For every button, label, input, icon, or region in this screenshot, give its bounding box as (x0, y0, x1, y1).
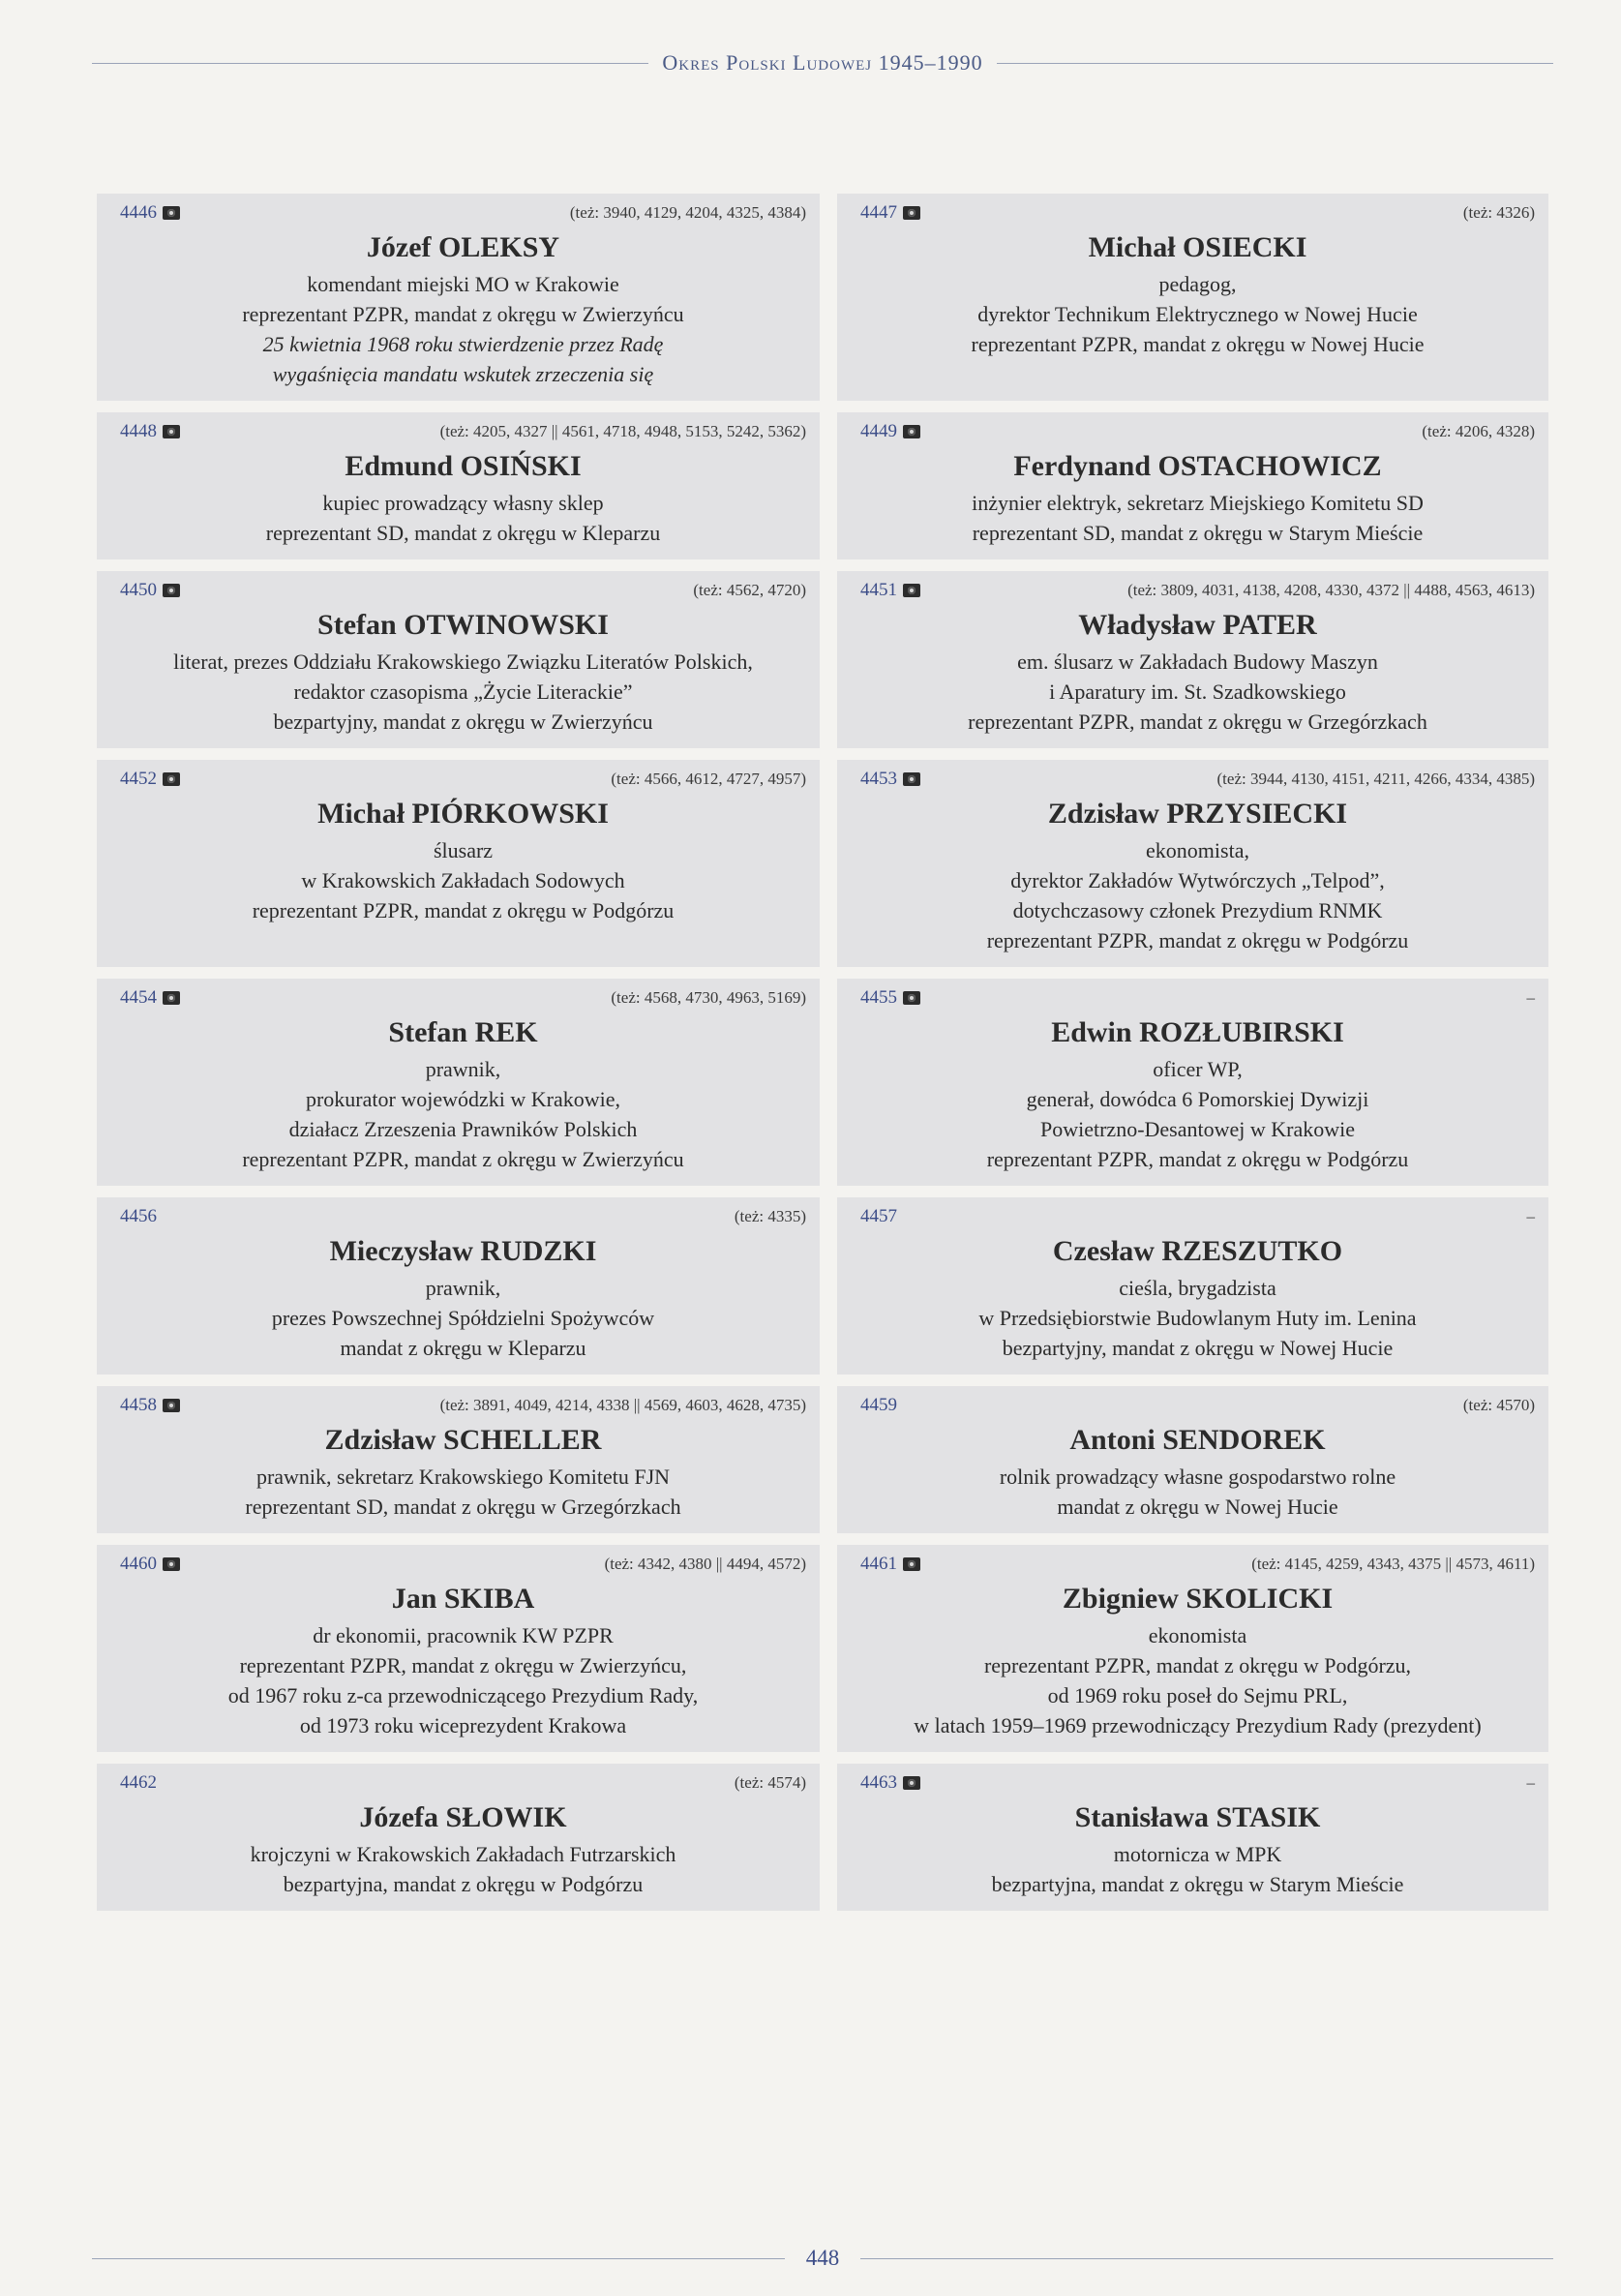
entry-description-line: reprezentant PZPR, mandat z okręgu w Zwierzyńcu (242, 302, 684, 326)
entry-name: Ferdynand OSTACHOWICZ (1013, 450, 1382, 482)
entry-card (837, 760, 1548, 967)
camera-icon (903, 1557, 920, 1571)
entry-card (97, 979, 820, 1186)
entry-name: Jan SKIBA (391, 1583, 535, 1615)
entry-name: Stanisława STASIK (1074, 1801, 1321, 1833)
entry-description-line: cieśla, brygadzista (1119, 1276, 1276, 1300)
entry-name: Józefa SŁOWIK (359, 1801, 567, 1833)
entry-number-text: 4454 (120, 987, 157, 1008)
entry-number-text: 4450 (120, 580, 157, 600)
entry-number-text: 4449 (860, 421, 897, 441)
entry-cross-reference: (też: 4205, 4327 || 4561, 4718, 4948, 5153, 5242, 5362) (439, 422, 806, 440)
entry-cross-reference: (też: 4568, 4730, 4963, 5169) (611, 988, 806, 1007)
entry-description-line: bezpartyjny, mandat z okręgu w Nowej Hucie (1002, 1336, 1394, 1360)
entry-description-line: reprezentant SD, mandat z okręgu w Starym Mieście (972, 521, 1424, 545)
camera-icon (903, 584, 920, 597)
entry-header (120, 766, 806, 793)
entry-description-line: od 1969 roku poseł do Sejmu PRL, (1047, 1683, 1348, 1707)
entry-name: Józef OLEKSY (366, 231, 560, 263)
entry-number-text: 4447 (860, 202, 897, 223)
entry-name: Stefan REK (388, 1016, 538, 1048)
entry-number-text: 4453 (860, 769, 897, 789)
entry-number-text: 4458 (120, 1395, 157, 1415)
entry-header (120, 199, 806, 227)
entry-name: Edmund OSIŃSKI (345, 450, 582, 482)
entry-number-text: 4461 (860, 1554, 897, 1574)
entry-description-line: od 1967 roku z-ca przewodniczącego Prezydium Rady, (227, 1683, 699, 1707)
entry-number (860, 1772, 920, 1794)
entry-number (120, 1206, 157, 1227)
entry-number (860, 202, 920, 224)
entry-number (120, 987, 180, 1009)
entry-description-line: kupiec prowadzący własny sklep (322, 491, 604, 515)
entry-description-line: dyrektor Zakładów Wytwórczych „Telpod”, (1010, 868, 1385, 892)
camera-icon (903, 772, 920, 786)
entry-description-line: prawnik, sekretarz Krakowskiego Komitetu FJN (255, 1465, 671, 1489)
entry-header (120, 1551, 806, 1578)
entry-number (860, 1206, 897, 1227)
entry-description-line: bezpartyjna, mandat z okręgu w Starym Mieście (991, 1872, 1404, 1896)
entry-number-text: 4452 (120, 769, 157, 789)
entry-description-line: Powietrzno-Desantowej w Krakowie (1039, 1117, 1355, 1141)
entry-name: Zdzisław SCHELLER (324, 1424, 602, 1456)
entry-description-line: dyrektor Technikum Elektrycznego w Nowej Hucie (977, 302, 1418, 326)
entry-cross-reference: (też: 3891, 4049, 4214, 4338 || 4569, 4603, 4628, 4735) (439, 1396, 806, 1414)
entry-header (120, 577, 806, 604)
entry-card (97, 1764, 820, 1911)
entry-header (860, 199, 1535, 227)
entry-header (860, 984, 1535, 1012)
entry-description-line: działacz Zrzeszenia Prawników Polskich (288, 1117, 638, 1141)
entry-number-text: 4462 (120, 1772, 157, 1793)
entry-description-line: reprezentant PZPR, mandat z okręgu w Podgórzu (986, 928, 1409, 952)
entry-cross-reference: (też: 4574) (734, 1773, 806, 1792)
entry-card (837, 1386, 1548, 1533)
entry-description-line: dr ekonomii, pracownik KW PZPR (313, 1623, 614, 1647)
entry-cross-reference: (też: 3944, 4130, 4151, 4211, 4266, 4334, 4385) (1216, 770, 1535, 788)
entry-description-line: mandat z okręgu w Nowej Hucie (1057, 1495, 1338, 1519)
entry-number (860, 1395, 897, 1416)
entry-cross-reference: (też: 4335) (734, 1207, 806, 1225)
entry-description-line: dotychczasowy członek Prezydium RNMK (1012, 898, 1383, 922)
camera-icon (163, 425, 180, 438)
entry-number (120, 1554, 180, 1575)
entry-number-text: 4456 (120, 1206, 157, 1226)
entry-cross-reference: (też: 3940, 4129, 4204, 4325, 4384) (569, 203, 806, 222)
header-rule-right (997, 63, 1553, 64)
entry-card (97, 571, 820, 748)
entry-name: Antoni SENDOREK (1069, 1424, 1326, 1456)
entry-name: Mieczysław RUDZKI (329, 1235, 597, 1267)
entry-description-line: pedagog, (1158, 272, 1237, 296)
entry-name: Michał PIÓRKOWSKI (317, 798, 609, 830)
header-title: Okres Polski Ludowej 1945–1990 (662, 50, 983, 75)
entry-card (97, 1197, 820, 1375)
entry-description-line: reprezentant PZPR, mandat z okręgu w Zwierzyńcu (242, 1147, 684, 1171)
entry-header (120, 1392, 806, 1419)
entry-name: Zbigniew SKOLICKI (1062, 1583, 1334, 1615)
entry-description-line: reprezentant PZPR, mandat z okręgu w Podgórzu (252, 898, 675, 922)
entry-card (837, 1197, 1548, 1375)
entry-description-line: ekonomista (1148, 1623, 1247, 1647)
entry-description-line: prawnik, (425, 1276, 501, 1300)
entry-description-line: reprezentant PZPR, mandat z okręgu w Podgórzu (986, 1147, 1409, 1171)
entry-number (120, 1772, 157, 1794)
entry-number-text: 4459 (860, 1395, 897, 1415)
entry-header (860, 1551, 1535, 1578)
running-header (92, 46, 1553, 79)
entry-description-line: oficer WP, (1153, 1057, 1243, 1081)
entry-description-line: reprezentant SD, mandat z okręgu w Kleparzu (265, 521, 661, 545)
entry-cross-reference: (też: 4570) (1462, 1396, 1535, 1414)
camera-icon (163, 772, 180, 786)
entry-card (97, 194, 820, 401)
entry-header (860, 766, 1535, 793)
entry-description-line: od 1973 roku wiceprezydent Krakowa (299, 1713, 627, 1737)
entry-number (120, 421, 180, 442)
footer-rule-right (860, 2258, 1553, 2259)
entry-description-line: w latach 1959–1969 przewodniczący Prezydium Rady (prezydent) (914, 1713, 1482, 1737)
entry-description-line: i Aparatury im. St. Szadkowskiego (1049, 680, 1346, 704)
entry-card (837, 1764, 1548, 1911)
camera-icon (163, 1399, 180, 1412)
entry-number-text: 4463 (860, 1772, 897, 1793)
entry-description-line: reprezentant PZPR, mandat z okręgu w Zwierzyńcu, (239, 1653, 687, 1677)
entry-number-text: 4460 (120, 1554, 157, 1574)
entry-description-line: literat, prezes Oddziału Krakowskiego Związku Literatów Polskich, (173, 650, 753, 674)
entry-description-line: bezpartyjna, mandat z okręgu w Podgórzu (283, 1872, 644, 1896)
entries-grid (97, 194, 1548, 1922)
entry-number-text: 4455 (860, 987, 897, 1008)
entry-header (860, 418, 1535, 445)
entry-description-line: em. ślusarz w Zakładach Budowy Maszyn (1017, 650, 1378, 674)
entry-description-line: krojczyni w Krakowskich Zakładach Futrzarskich (250, 1842, 676, 1866)
entry-description-line: reprezentant PZPR, mandat z okręgu w Grzegórzkach (968, 710, 1427, 734)
entry-note-line: 25 kwietnia 1968 roku stwierdzenie przez Radę (262, 332, 664, 356)
entry-name: Edwin ROZŁUBIRSKI (1051, 1016, 1344, 1048)
entry-description-line: prezes Powszechnej Spółdzielni Spożywców (271, 1306, 655, 1330)
entry-number-text: 4446 (120, 202, 157, 223)
camera-icon (163, 206, 180, 220)
entry-name: Czesław RZESZUTKO (1052, 1235, 1343, 1267)
entry-number (120, 769, 180, 790)
entry-number-text: 4451 (860, 580, 897, 600)
entry-description-line: reprezentant SD, mandat z okręgu w Grzegórzkach (245, 1495, 681, 1519)
entry-name: Stefan OTWINOWSKI (317, 609, 609, 641)
entry-cross-reference: (też: 4326) (1462, 203, 1535, 222)
entry-number (860, 769, 920, 790)
entry-description-line: prokurator wojewódzki w Krakowie, (305, 1087, 620, 1111)
entry-name: Zdzisław PRZYSIECKI (1047, 798, 1348, 830)
entry-number (120, 202, 180, 224)
entry-description-line: ekonomista, (1146, 838, 1249, 862)
camera-icon (163, 1557, 180, 1571)
entry-description-line: reprezentant PZPR, mandat z okręgu w Podgórzu, (983, 1653, 1412, 1677)
entry-description-line: rolnik prowadzący własne gospodarstwo rolne (999, 1465, 1396, 1489)
entry-header (120, 984, 806, 1012)
entry-number-text: 4448 (120, 421, 157, 441)
entry-number (860, 987, 920, 1009)
entry-description-line: prawnik, (425, 1057, 501, 1081)
entry-number (120, 580, 180, 601)
entry-description-line: motornicza w MPK (1113, 1842, 1282, 1866)
entry-cross-reference: – (1526, 1207, 1535, 1225)
entry-cross-reference: (też: 4145, 4259, 4343, 4375 || 4573, 4611) (1251, 1555, 1535, 1573)
entry-name: Władysław PATER (1078, 609, 1317, 641)
header-rule-left (92, 63, 648, 64)
entry-cross-reference: (też: 4566, 4612, 4727, 4957) (611, 770, 806, 788)
entry-description-line: w Przedsiębiorstwie Budowlanym Huty im. Lenina (978, 1306, 1417, 1330)
entry-card (97, 1386, 820, 1533)
entry-header (120, 418, 806, 445)
entry-header (860, 1769, 1535, 1797)
entry-header (860, 577, 1535, 604)
entry-description-line: bezpartyjny, mandat z okręgu w Zwierzyńcu (273, 710, 653, 734)
entry-cross-reference: – (1526, 988, 1535, 1007)
page-footer (92, 2242, 1553, 2275)
entry-description-line: generał, dowódca 6 Pomorskiej Dywizji (1026, 1087, 1369, 1111)
entry-description-line: ślusarz (433, 838, 494, 862)
entry-cross-reference: (też: 4562, 4720) (693, 581, 806, 599)
entry-description-line: w Krakowskich Zakładach Sodowych (301, 868, 625, 892)
entry-card (837, 194, 1548, 401)
entry-card (837, 412, 1548, 559)
camera-icon (163, 584, 180, 597)
camera-icon (903, 1776, 920, 1790)
entry-description-line: reprezentant PZPR, mandat z okręgu w Nowej Hucie (971, 332, 1425, 356)
camera-icon (903, 206, 920, 220)
entry-number (860, 580, 920, 601)
entry-card (837, 1545, 1548, 1752)
entry-header (860, 1203, 1535, 1230)
page-number: 448 (805, 2246, 840, 2270)
entry-cross-reference: (też: 3809, 4031, 4138, 4208, 4330, 4372 || 4488, 4563, 4613) (1127, 581, 1535, 599)
entry-description-line: komendant miejski MO w Krakowie (307, 272, 619, 296)
entry-header (120, 1203, 806, 1230)
entry-cross-reference: – (1526, 1773, 1535, 1792)
entry-description-line: redaktor czasopisma „Życie Literackie” (293, 680, 633, 704)
entry-cross-reference: (też: 4342, 4380 || 4494, 4572) (604, 1555, 806, 1573)
entry-number-text: 4457 (860, 1206, 897, 1226)
camera-icon (903, 425, 920, 438)
entry-cross-reference: (też: 4206, 4328) (1422, 422, 1535, 440)
entry-description-line: mandat z okręgu w Kleparzu (340, 1336, 586, 1360)
camera-icon (903, 991, 920, 1005)
entry-note-line: wygaśnięcia mandatu wskutek zrzeczenia się (272, 362, 654, 386)
entry-card (97, 760, 820, 967)
entry-header (860, 1392, 1535, 1419)
entry-card (837, 979, 1548, 1186)
entry-name: Michał OSIECKI (1088, 231, 1307, 263)
entry-number (860, 1554, 920, 1575)
entry-number (860, 421, 920, 442)
entry-card (97, 1545, 820, 1752)
entry-card (837, 571, 1548, 748)
entry-description-line: inżynier elektryk, sekretarz Miejskiego Komitetu SD (972, 491, 1424, 515)
camera-icon (163, 991, 180, 1005)
entry-number (120, 1395, 180, 1416)
entry-header (120, 1769, 806, 1797)
entry-card (97, 412, 820, 559)
footer-rule-left (92, 2258, 785, 2259)
